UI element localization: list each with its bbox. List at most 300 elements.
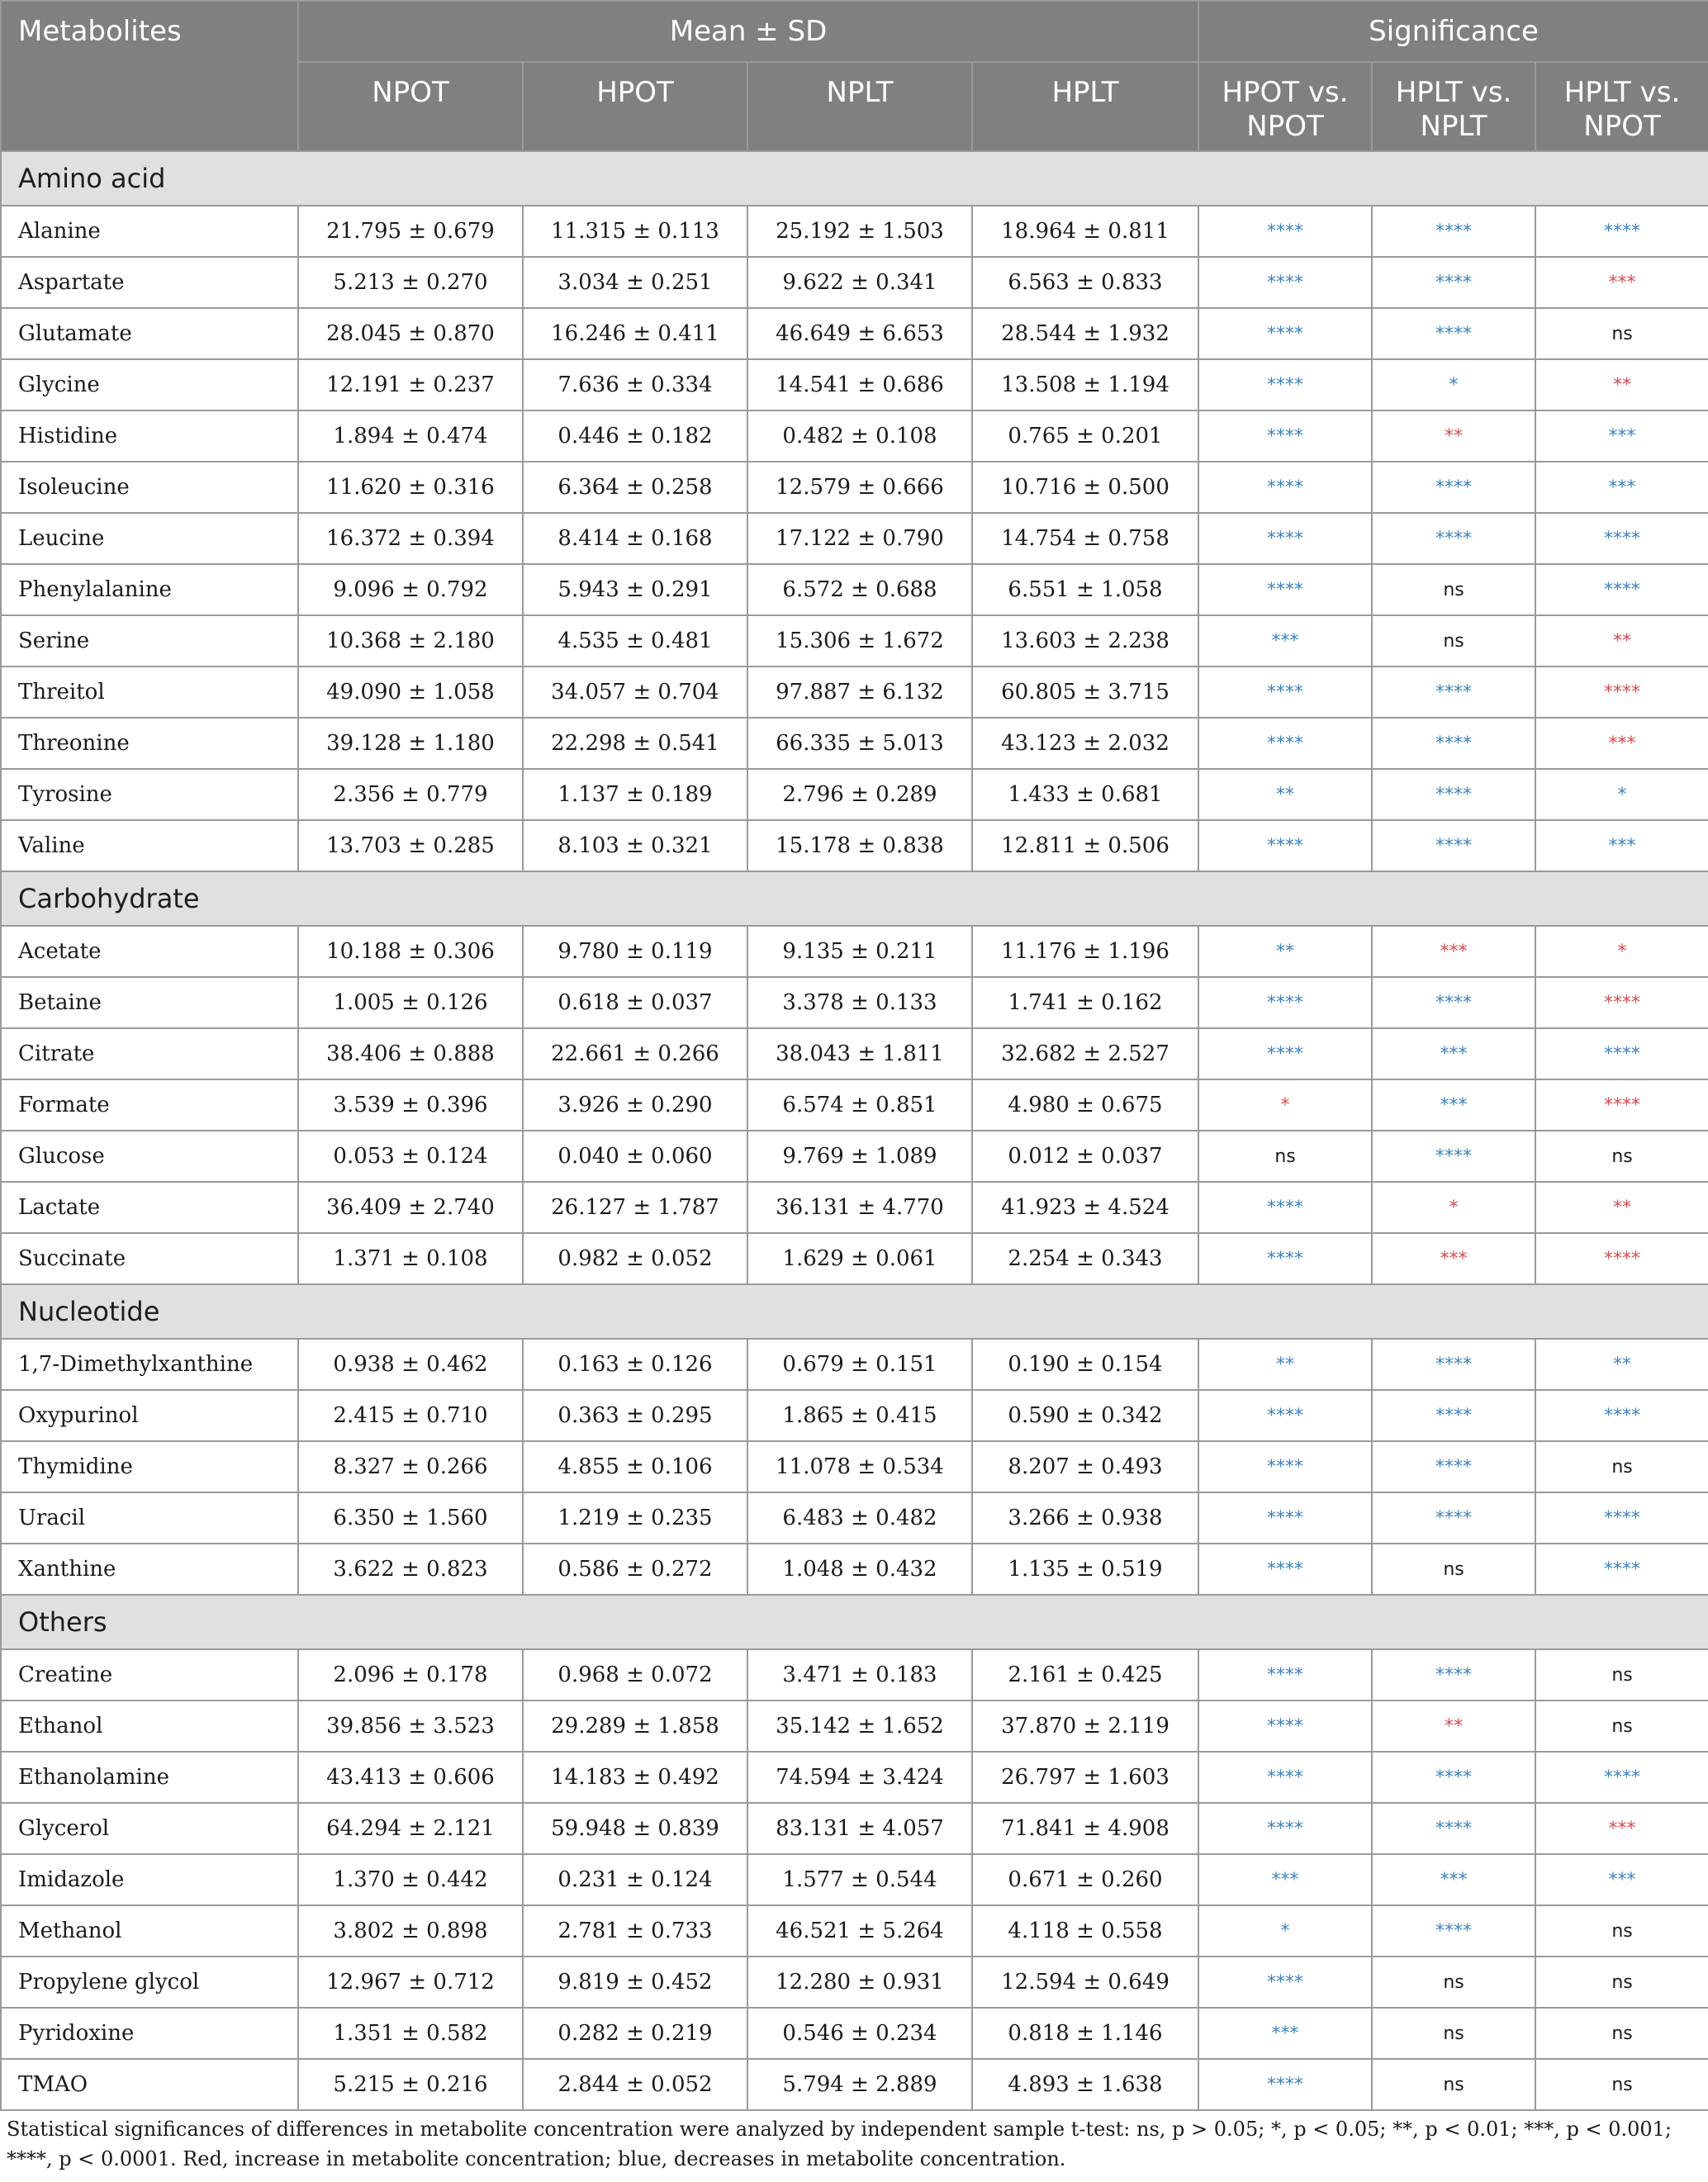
mean-sd-value: 22.298 ± 0.541 — [523, 718, 747, 769]
mean-sd-value: 0.012 ± 0.037 — [972, 1131, 1198, 1182]
mean-sd-value: 46.649 ± 6.653 — [747, 308, 972, 359]
mean-sd-value: 10.368 ± 2.180 — [298, 615, 523, 666]
col-header-hplt-vs-nplt: HPLT vs. NPLT — [1372, 62, 1535, 151]
mean-sd-value: 8.327 ± 0.266 — [298, 1441, 523, 1492]
mean-sd-value: 9.819 ± 0.452 — [523, 1957, 747, 2008]
mean-sd-value: 2.254 ± 0.343 — [972, 1233, 1198, 1284]
significance-marker: **** — [1372, 206, 1535, 257]
mean-sd-value: 0.231 ± 0.124 — [523, 1854, 747, 1905]
significance-marker: **** — [1198, 1233, 1372, 1284]
significance-marker: **** — [1198, 977, 1372, 1028]
table-row — [1, 1544, 1708, 1595]
significance-marker: **** — [1198, 1803, 1372, 1854]
significance-marker: *** — [1535, 718, 1708, 769]
mean-sd-value: 1.370 ± 0.442 — [298, 1854, 523, 1905]
significance-marker: **** — [1198, 1390, 1372, 1441]
metabolite-name: Serine — [1, 615, 298, 666]
metabolite-name: TMAO — [1, 2059, 298, 2110]
mean-sd-value: 38.406 ± 0.888 — [298, 1028, 523, 1079]
significance-marker: **** — [1198, 1957, 1372, 2008]
metabolite-name: Leucine — [1, 513, 298, 564]
significance-marker: ns — [1535, 1131, 1708, 1182]
col-header-nplt: NPLT — [747, 62, 972, 151]
metabolite-name: Acetate — [1, 926, 298, 977]
table-row — [1, 1854, 1708, 1905]
mean-sd-value: 10.188 ± 0.306 — [298, 926, 523, 977]
significance-marker: **** — [1535, 666, 1708, 718]
mean-sd-value: 14.541 ± 0.686 — [747, 359, 972, 410]
significance-marker: ** — [1535, 359, 1708, 410]
mean-sd-value: 3.471 ± 0.183 — [747, 1649, 972, 1701]
significance-marker: *** — [1372, 1079, 1535, 1131]
mean-sd-value: 9.780 ± 0.119 — [523, 926, 747, 977]
mean-sd-value: 11.176 ± 1.196 — [972, 926, 1198, 977]
table-row — [1, 564, 1708, 615]
mean-sd-value: 59.948 ± 0.839 — [523, 1803, 747, 1854]
mean-sd-value: 34.057 ± 0.704 — [523, 666, 747, 718]
significance-marker: **** — [1198, 564, 1372, 615]
table-row — [1, 1701, 1708, 1752]
metabolites-header: Metabolites — [1, 1, 298, 151]
significance-marker: ** — [1198, 769, 1372, 820]
mean-sd-value: 36.131 ± 4.770 — [747, 1182, 972, 1233]
significance-marker: ns — [1535, 2008, 1708, 2059]
metabolite-name: Glycerol — [1, 1803, 298, 1854]
table-row — [1, 513, 1708, 564]
metabolite-name: Pyridoxine — [1, 2008, 298, 2059]
mean-sd-value: 3.034 ± 0.251 — [523, 257, 747, 308]
mean-sd-value: 71.841 ± 4.908 — [972, 1803, 1198, 1854]
significance-marker: **** — [1198, 1492, 1372, 1544]
table-row — [1, 769, 1708, 820]
metabolite-name: Glutamate — [1, 308, 298, 359]
metabolite-name: Propylene glycol — [1, 1957, 298, 2008]
mean-sd-header — [298, 1, 1198, 62]
mean-sd-value: 38.043 ± 1.811 — [747, 1028, 972, 1079]
significance-marker: ns — [1535, 1701, 1708, 1752]
significance-marker: ns — [1198, 1131, 1372, 1182]
mean-sd-value: 12.280 ± 0.931 — [747, 1957, 972, 2008]
significance-marker: **** — [1372, 1441, 1535, 1492]
table-row — [1, 410, 1708, 462]
mean-sd-value: 64.294 ± 2.121 — [298, 1803, 523, 1854]
mean-sd-value: 5.794 ± 2.889 — [747, 2059, 972, 2110]
significance-marker: * — [1198, 1079, 1372, 1131]
mean-sd-value: 13.703 ± 0.285 — [298, 820, 523, 871]
significance-marker: **** — [1535, 1233, 1708, 1284]
mean-sd-value: 36.409 ± 2.740 — [298, 1182, 523, 1233]
metabolite-name: Xanthine — [1, 1544, 298, 1595]
metabolite-name: Succinate — [1, 1233, 298, 1284]
mean-sd-value: 9.769 ± 1.089 — [747, 1131, 972, 1182]
mean-sd-value: 4.893 ± 1.638 — [972, 2059, 1198, 2110]
mean-sd-value: 60.805 ± 3.715 — [972, 666, 1198, 718]
table-row — [1, 615, 1708, 666]
mean-sd-value: 3.266 ± 0.938 — [972, 1492, 1198, 1544]
mean-sd-value: 5.213 ± 0.270 — [298, 257, 523, 308]
table-row — [1, 926, 1708, 977]
significance-marker: **** — [1372, 462, 1535, 513]
mean-sd-value: 4.118 ± 0.558 — [972, 1905, 1198, 1957]
mean-sd-value: 28.045 ± 0.870 — [298, 308, 523, 359]
mean-sd-value: 3.802 ± 0.898 — [298, 1905, 523, 1957]
significance-marker: ns — [1372, 615, 1535, 666]
significance-marker: **** — [1535, 977, 1708, 1028]
metabolite-name: 1,7-Dimethylxanthine — [1, 1339, 298, 1390]
significance-marker: **** — [1198, 410, 1372, 462]
significance-marker: ** — [1372, 1701, 1535, 1752]
significance-marker: **** — [1198, 1701, 1372, 1752]
table-row — [1, 1649, 1708, 1701]
col-header-hpot-vs-npot: HPOT vs. NPOT — [1198, 62, 1372, 151]
mean-sd-value: 74.594 ± 3.424 — [747, 1752, 972, 1803]
table-row — [1, 1905, 1708, 1957]
mean-sd-value: 6.574 ± 0.851 — [747, 1079, 972, 1131]
significance-marker: **** — [1372, 718, 1535, 769]
significance-marker: **** — [1535, 206, 1708, 257]
table-row — [1, 1028, 1708, 1079]
mean-sd-value: 0.590 ± 0.342 — [972, 1390, 1198, 1441]
significance-marker: ns — [1372, 2059, 1535, 2110]
table-row — [1, 1752, 1708, 1803]
metabolite-name: Formate — [1, 1079, 298, 1131]
mean-sd-value: 4.855 ± 0.106 — [523, 1441, 747, 1492]
significance-marker: *** — [1535, 1854, 1708, 1905]
mean-sd-value: 17.122 ± 0.790 — [747, 513, 972, 564]
significance-marker: **** — [1198, 206, 1372, 257]
mean-sd-value: 0.282 ± 0.219 — [523, 2008, 747, 2059]
col-header-npot: NPOT — [298, 62, 523, 151]
significance-marker: **** — [1372, 1339, 1535, 1390]
significance-marker: **** — [1198, 257, 1372, 308]
table-row — [1, 1079, 1708, 1131]
metabolite-name: Thymidine — [1, 1441, 298, 1492]
mean-sd-value: 11.078 ± 0.534 — [747, 1441, 972, 1492]
col-header-hplt: HPLT — [972, 62, 1198, 151]
mean-sd-value: 0.818 ± 1.146 — [972, 2008, 1198, 2059]
significance-marker: **** — [1372, 257, 1535, 308]
significance-marker: **** — [1535, 1028, 1708, 1079]
significance-marker: **** — [1198, 820, 1372, 871]
significance-marker: *** — [1535, 410, 1708, 462]
mean-sd-value: 32.682 ± 2.527 — [972, 1028, 1198, 1079]
mean-sd-value: 11.620 ± 0.316 — [298, 462, 523, 513]
mean-sd-value: 29.289 ± 1.858 — [523, 1701, 747, 1752]
mean-sd-value: 15.178 ± 0.838 — [747, 820, 972, 871]
significance-marker: ** — [1535, 1339, 1708, 1390]
mean-sd-value: 39.856 ± 3.523 — [298, 1701, 523, 1752]
significance-marker: ** — [1198, 1339, 1372, 1390]
mean-sd-value: 3.926 ± 0.290 — [523, 1079, 747, 1131]
mean-sd-value: 2.356 ± 0.779 — [298, 769, 523, 820]
metabolite-name: Phenylalanine — [1, 564, 298, 615]
mean-sd-value: 11.315 ± 0.113 — [523, 206, 747, 257]
significance-marker: **** — [1198, 513, 1372, 564]
table-row — [1, 462, 1708, 513]
mean-sd-value: 2.096 ± 0.178 — [298, 1649, 523, 1701]
mean-sd-value: 43.413 ± 0.606 — [298, 1752, 523, 1803]
table-row — [1, 1339, 1708, 1390]
mean-sd-value: 37.870 ± 2.119 — [972, 1701, 1198, 1752]
mean-sd-value: 2.415 ± 0.710 — [298, 1390, 523, 1441]
significance-marker: **** — [1198, 1441, 1372, 1492]
table-row — [1, 1182, 1708, 1233]
mean-sd-value: 1.005 ± 0.126 — [298, 977, 523, 1028]
significance-marker: **** — [1535, 1079, 1708, 1131]
mean-sd-value: 6.364 ± 0.258 — [523, 462, 747, 513]
mean-sd-value: 0.040 ± 0.060 — [523, 1131, 747, 1182]
mean-sd-value: 18.964 ± 0.811 — [972, 206, 1198, 257]
significance-marker: ** — [1372, 410, 1535, 462]
mean-sd-value: 3.622 ± 0.823 — [298, 1544, 523, 1595]
mean-sd-value: 5.943 ± 0.291 — [523, 564, 747, 615]
mean-sd-value: 2.796 ± 0.289 — [747, 769, 972, 820]
significance-marker: **** — [1198, 666, 1372, 718]
mean-sd-value: 16.246 ± 0.411 — [523, 308, 747, 359]
significance-marker: **** — [1535, 1390, 1708, 1441]
metabolite-name: Ethanol — [1, 1701, 298, 1752]
mean-sd-value: 41.923 ± 4.524 — [972, 1182, 1198, 1233]
mean-sd-value: 8.207 ± 0.493 — [972, 1441, 1198, 1492]
significance-marker: *** — [1372, 1854, 1535, 1905]
mean-sd-value: 97.887 ± 6.132 — [747, 666, 972, 718]
section-title: Nucleotide — [1, 1284, 1708, 1339]
section-row — [1, 1284, 1708, 1339]
significance-marker: * — [1372, 359, 1535, 410]
mean-sd-value: 1.433 ± 0.681 — [972, 769, 1198, 820]
mean-sd-value: 0.618 ± 0.037 — [523, 977, 747, 1028]
table-row — [1, 257, 1708, 308]
significance-marker: **** — [1198, 308, 1372, 359]
significance-marker: **** — [1198, 718, 1372, 769]
metabolite-name: Methanol — [1, 1905, 298, 1957]
mean-sd-value: 12.594 ± 0.649 — [972, 1957, 1198, 2008]
section-title: Amino acid — [1, 151, 1708, 206]
table-body — [1, 151, 1708, 2110]
table-footnote: Statistical significances of differences in metabolite concentration were analyzed by independent sample t-test: ns, p > 0.05; *, p < 0.05; **, p < 0.01; ***, p < 0.001; ****, p < 0.0001. Red, increase in metabolite concentration; blue, decreases in metabolite concentration. — [7, 2118, 1672, 2170]
significance-marker: **** — [1372, 1492, 1535, 1544]
table-header — [1, 1, 1708, 151]
significance-marker: **** — [1372, 769, 1535, 820]
mean-sd-value: 0.163 ± 0.126 — [523, 1339, 747, 1390]
significance-marker: ** — [1535, 615, 1708, 666]
mean-sd-value: 0.482 ± 0.108 — [747, 410, 972, 462]
mean-sd-value: 8.103 ± 0.321 — [523, 820, 747, 871]
significance-marker: ns — [1372, 2008, 1535, 2059]
significance-marker: **** — [1198, 1649, 1372, 1701]
metabolite-name: Lactate — [1, 1182, 298, 1233]
significance-marker: *** — [1535, 1803, 1708, 1854]
table-row — [1, 718, 1708, 769]
mean-sd-value: 0.546 ± 0.234 — [747, 2008, 972, 2059]
metabolite-name: Creatine — [1, 1649, 298, 1701]
mean-sd-value: 0.586 ± 0.272 — [523, 1544, 747, 1595]
mean-sd-value: 1.137 ± 0.189 — [523, 769, 747, 820]
table-row — [1, 1390, 1708, 1441]
significance-marker: **** — [1372, 513, 1535, 564]
metabolite-name: Betaine — [1, 977, 298, 1028]
mean-sd-value: 46.521 ± 5.264 — [747, 1905, 972, 1957]
significance-marker: **** — [1198, 2059, 1372, 2110]
metabolite-name: Uracil — [1, 1492, 298, 1544]
mean-sd-value: 49.090 ± 1.058 — [298, 666, 523, 718]
mean-sd-value: 14.754 ± 0.758 — [972, 513, 1198, 564]
significance-marker: **** — [1372, 1649, 1535, 1701]
significance-marker: **** — [1372, 820, 1535, 871]
table-row — [1, 1233, 1708, 1284]
metabolite-name: Oxypurinol — [1, 1390, 298, 1441]
significance-marker: ns — [1535, 2059, 1708, 2110]
mean-sd-value: 12.579 ± 0.666 — [747, 462, 972, 513]
significance-marker: * — [1535, 769, 1708, 820]
significance-marker: **** — [1372, 308, 1535, 359]
metabolite-name: Alanine — [1, 206, 298, 257]
mean-sd-value: 1.219 ± 0.235 — [523, 1492, 747, 1544]
mean-sd-value: 0.679 ± 0.151 — [747, 1339, 972, 1390]
mean-sd-value: 43.123 ± 2.032 — [972, 718, 1198, 769]
metabolite-name: Glycine — [1, 359, 298, 410]
mean-sd-value: 6.551 ± 1.058 — [972, 564, 1198, 615]
significance-marker: **** — [1535, 564, 1708, 615]
mean-sd-value: 0.190 ± 0.154 — [972, 1339, 1198, 1390]
significance-marker: **** — [1198, 1752, 1372, 1803]
mean-sd-value: 12.967 ± 0.712 — [298, 1957, 523, 2008]
mean-sd-value: 15.306 ± 1.672 — [747, 615, 972, 666]
table-row — [1, 666, 1708, 718]
mean-sd-value: 1.865 ± 0.415 — [747, 1390, 972, 1441]
significance-marker: **** — [1198, 1544, 1372, 1595]
mean-sd-value: 3.539 ± 0.396 — [298, 1079, 523, 1131]
mean-sd-value: 6.563 ± 0.833 — [972, 257, 1198, 308]
mean-sd-value: 6.483 ± 0.482 — [747, 1492, 972, 1544]
table-row — [1, 1492, 1708, 1544]
section-title: Carbohydrate — [1, 871, 1708, 926]
mean-sd-value: 1.741 ± 0.162 — [972, 977, 1198, 1028]
significance-marker: * — [1372, 1182, 1535, 1233]
metabolite-name: Aspartate — [1, 257, 298, 308]
mean-sd-value: 12.191 ± 0.237 — [298, 359, 523, 410]
mean-sd-value: 22.661 ± 0.266 — [523, 1028, 747, 1079]
mean-sd-value: 1.351 ± 0.582 — [298, 2008, 523, 2059]
table-row — [1, 206, 1708, 257]
section-row — [1, 151, 1708, 206]
mean-sd-value: 6.350 ± 1.560 — [298, 1492, 523, 1544]
metabolite-name: Tyrosine — [1, 769, 298, 820]
mean-sd-value: 35.142 ± 1.652 — [747, 1701, 972, 1752]
significance-marker: **** — [1198, 1028, 1372, 1079]
mean-sd-value: 2.781 ± 0.733 — [523, 1905, 747, 1957]
significance-marker: ns — [1535, 1649, 1708, 1701]
metabolite-name: Imidazole — [1, 1854, 298, 1905]
table-row — [1, 820, 1708, 871]
table-row — [1, 359, 1708, 410]
significance-marker: **** — [1372, 666, 1535, 718]
significance-marker: **** — [1372, 977, 1535, 1028]
metabolite-name: Valine — [1, 820, 298, 871]
mean-sd-value: 13.508 ± 1.194 — [972, 359, 1198, 410]
mean-sd-value: 1.629 ± 0.061 — [747, 1233, 972, 1284]
significance-marker: ** — [1535, 1182, 1708, 1233]
significance-marker: **** — [1535, 513, 1708, 564]
mean-sd-value: 21.795 ± 0.679 — [298, 206, 523, 257]
mean-sd-value: 9.096 ± 0.792 — [298, 564, 523, 615]
significance-marker: ns — [1372, 564, 1535, 615]
significance-marker: **** — [1535, 1752, 1708, 1803]
mean-sd-value: 13.603 ± 2.238 — [972, 615, 1198, 666]
mean-sd-value: 9.135 ± 0.211 — [747, 926, 972, 977]
significance-marker: **** — [1535, 1544, 1708, 1595]
mean-sd-value: 1.135 ± 0.519 — [972, 1544, 1198, 1595]
metabolite-name: Citrate — [1, 1028, 298, 1079]
significance-marker: **** — [1372, 1905, 1535, 1957]
significance-marker: *** — [1198, 1854, 1372, 1905]
mean-sd-value: 0.982 ± 0.052 — [523, 1233, 747, 1284]
mean-sd-value: 4.535 ± 0.481 — [523, 615, 747, 666]
mean-sd-value: 9.622 ± 0.341 — [747, 257, 972, 308]
significance-marker: * — [1535, 926, 1708, 977]
mean-sd-value: 1.577 ± 0.544 — [747, 1854, 972, 1905]
mean-sd-label: Mean ± SD — [669, 15, 828, 48]
mean-sd-value: 2.161 ± 0.425 — [972, 1649, 1198, 1701]
table-row — [1, 1803, 1708, 1854]
mean-sd-value: 14.183 ± 0.492 — [523, 1752, 747, 1803]
mean-sd-value: 1.048 ± 0.432 — [747, 1544, 972, 1595]
significance-marker: *** — [1535, 462, 1708, 513]
significance-marker: **** — [1198, 1182, 1372, 1233]
significance-marker: ** — [1198, 926, 1372, 977]
mean-sd-value: 7.636 ± 0.334 — [523, 359, 747, 410]
mean-sd-value: 0.446 ± 0.182 — [523, 410, 747, 462]
mean-sd-value: 2.844 ± 0.052 — [523, 2059, 747, 2110]
significance-marker: *** — [1198, 2008, 1372, 2059]
mean-sd-value: 28.544 ± 1.932 — [972, 308, 1198, 359]
mean-sd-value: 0.053 ± 0.124 — [298, 1131, 523, 1182]
significance-marker: ns — [1535, 1905, 1708, 1957]
mean-sd-value: 0.968 ± 0.072 — [523, 1649, 747, 1701]
significance-marker: *** — [1535, 820, 1708, 871]
col-header-hplt-vs-npot: HPLT vs. NPOT — [1535, 62, 1708, 151]
significance-header: Significance — [1198, 1, 1708, 62]
table-row — [1, 1957, 1708, 2008]
table-row — [1, 2059, 1708, 2110]
table-row — [1, 977, 1708, 1028]
significance-marker: *** — [1372, 1028, 1535, 1079]
significance-marker: **** — [1372, 1803, 1535, 1854]
mean-sd-value: 12.811 ± 0.506 — [972, 820, 1198, 871]
mean-sd-value: 0.938 ± 0.462 — [298, 1339, 523, 1390]
metabolite-name: Glucose — [1, 1131, 298, 1182]
mean-sd-value: 8.414 ± 0.168 — [523, 513, 747, 564]
mean-sd-value: 39.128 ± 1.180 — [298, 718, 523, 769]
significance-marker: ns — [1535, 1957, 1708, 2008]
mean-sd-value: 5.215 ± 0.216 — [298, 2059, 523, 2110]
mean-sd-value: 1.371 ± 0.108 — [298, 1233, 523, 1284]
mean-sd-value: 4.980 ± 0.675 — [972, 1079, 1198, 1131]
significance-marker: **** — [1198, 359, 1372, 410]
significance-marker: **** — [1372, 1752, 1535, 1803]
metabolite-name: Threitol — [1, 666, 298, 718]
significance-marker: *** — [1535, 257, 1708, 308]
section-row — [1, 871, 1708, 926]
significance-marker: ns — [1535, 308, 1708, 359]
significance-marker: ns — [1535, 1441, 1708, 1492]
metabolite-name: Threonine — [1, 718, 298, 769]
significance-marker: **** — [1535, 1492, 1708, 1544]
mean-sd-value: 0.363 ± 0.295 — [523, 1390, 747, 1441]
table-row — [1, 2008, 1708, 2059]
significance-marker: ns — [1372, 1957, 1535, 2008]
mean-sd-value: 66.335 ± 5.013 — [747, 718, 972, 769]
